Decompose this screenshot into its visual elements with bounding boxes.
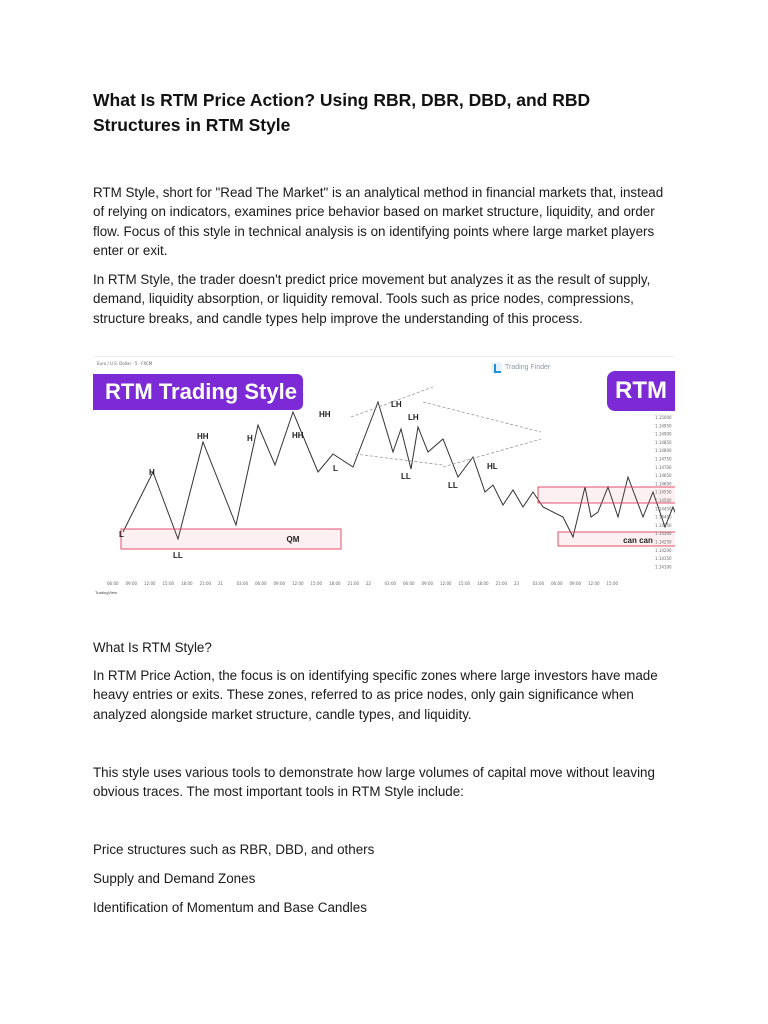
y-tick-label: 1.14500 [655, 498, 672, 503]
y-tick-label: 1.14900 [655, 431, 672, 437]
swing-label: H [247, 434, 253, 443]
y-tick-label: 1.14350 [655, 522, 672, 528]
x-tick-label: 06:00 [107, 581, 119, 586]
swing-label: HH [319, 410, 331, 419]
rtm-chart-figure [93, 356, 675, 597]
swing-label: L [119, 530, 124, 539]
x-tick-label: 15:00 [310, 581, 323, 586]
x-tick-label: 12:00 [292, 581, 304, 586]
x-tick-label: 18:00 [181, 581, 193, 586]
x-tick-label: 09:00 [569, 581, 582, 586]
list-item: Price structures such as RBR, DBD, and others [93, 842, 375, 857]
x-tick-label: 18:00 [477, 581, 489, 586]
price-line [123, 402, 675, 539]
x-tick-label: 21 [218, 581, 224, 586]
y-tick-label: 1.14750 [655, 456, 672, 462]
y-tick-label: 1.15000 [655, 415, 672, 420]
x-tick-label: 23 [514, 581, 520, 586]
swing-label: LL [173, 551, 183, 560]
swing-label: HH [197, 432, 209, 441]
x-tick-label: 09:00 [421, 581, 434, 586]
brand-name: Trading Finder [505, 363, 551, 371]
section-heading: What Is RTM Style? [93, 640, 212, 655]
swing-label: L [333, 464, 338, 473]
y-tick-label: 1.14700 [655, 464, 672, 470]
x-tick-label: 15:00 [162, 581, 175, 586]
x-tick-label: 03:00 [236, 581, 249, 586]
x-tick-label: 18:00 [329, 581, 341, 586]
y-tick-label: 1.14800 [655, 448, 672, 454]
swing-label: LL [448, 481, 458, 490]
y-tick-label: 1.14850 [655, 439, 672, 445]
x-tick-label: 12:00 [440, 581, 452, 586]
section-paragraph-1: In RTM Price Action, the focus is on identifying specific zones where large investors have made heavy entries or exits. These zones, referred to as price nodes, only gain significance when analyzed alongside market structure, candle types, and liquidity. [93, 668, 658, 722]
intro-paragraph-1: RTM Style, short for "Read The Market" is an analytical method in financial markets that, instead of relying on indicators, examines price behavior based on market structure, liquidity, and order flow. Focus of this style in technical analysis is on identifying points where large market players enter or exit. [93, 185, 664, 259]
x-tick-label: 03:00 [384, 581, 397, 586]
zone-label: can can [623, 536, 653, 545]
x-tick-label: 06:00 [551, 581, 563, 586]
chart-title-banner: RTM Trading Style [93, 374, 303, 410]
article-title: What Is RTM Price Action? Using RBR, DBR, DBD, and RBD Structures in RTM Style [93, 90, 591, 135]
y-tick-label: 1.14600 [655, 481, 672, 487]
x-tick-label: 09:00 [273, 581, 286, 586]
x-tick-label: 21:00 [495, 581, 508, 586]
y-tick-label: 1.14200 [655, 547, 672, 553]
x-tick-label: 06:00 [403, 581, 415, 586]
x-tick-label: 21:00 [199, 581, 212, 586]
zone-box [121, 529, 341, 549]
x-tick-label: 21:00 [347, 581, 360, 586]
x-tick-label: 15:00 [458, 581, 471, 586]
x-tick-label: 12:00 [588, 581, 600, 586]
trendline-lower [355, 454, 443, 465]
intro-paragraph-2: In RTM Style, the trader doesn't predict price movement but analyzes it as the result of supply, demand, liquidity absorption, or liquidity removal. Tools such as price nodes, compressions, structure breaks, and candle types help improve the understanding of this process. [93, 272, 651, 326]
y-tick-label: 1.14100 [655, 564, 672, 570]
section-paragraph-2: This style uses various tools to demonstrate how large volumes of capital move without leaving obvious traces. The most important tools in RTM Style include: [93, 765, 655, 800]
chart-symbol-header: Euro / U.S. Dollar · 5 · FXCM [97, 361, 153, 366]
zone-label: QM [286, 535, 300, 544]
x-tick-label: 09:00 [125, 581, 138, 586]
list-item: Supply and Demand Zones [93, 871, 256, 886]
swing-label: HL [487, 462, 498, 471]
trendline-right-upper [423, 402, 541, 432]
x-tick-label: 03:00 [532, 581, 545, 586]
x-tick-label: 15:00 [606, 581, 619, 586]
tradingview-footer: TradingView [95, 590, 118, 595]
y-tick-label: 1.14300 [655, 531, 672, 537]
swing-label: LH [391, 400, 402, 409]
x-tick-label: 22 [366, 581, 372, 586]
y-tick-label: 1.14400 [655, 514, 672, 520]
list-item: Identification of Momentum and Base Candles [93, 900, 367, 915]
swing-label: HH [292, 431, 304, 440]
y-tick-label: 1.14650 [655, 473, 672, 479]
y-tick-label: 1.14150 [655, 556, 672, 562]
y-tick-label: 1.14950 [655, 423, 672, 429]
rtm-corner-badge: RTM [607, 371, 675, 411]
y-tick-label: 1.14450 [655, 506, 672, 512]
x-tick-label: 12:00 [144, 581, 156, 586]
swing-label: LH [408, 413, 419, 422]
x-tick-label: 06:00 [255, 581, 267, 586]
y-tick-label: 1.14250 [655, 539, 672, 545]
swing-label: H [149, 468, 155, 477]
swing-label: LL [401, 472, 411, 481]
y-tick-label: 1.14550 [655, 489, 672, 495]
